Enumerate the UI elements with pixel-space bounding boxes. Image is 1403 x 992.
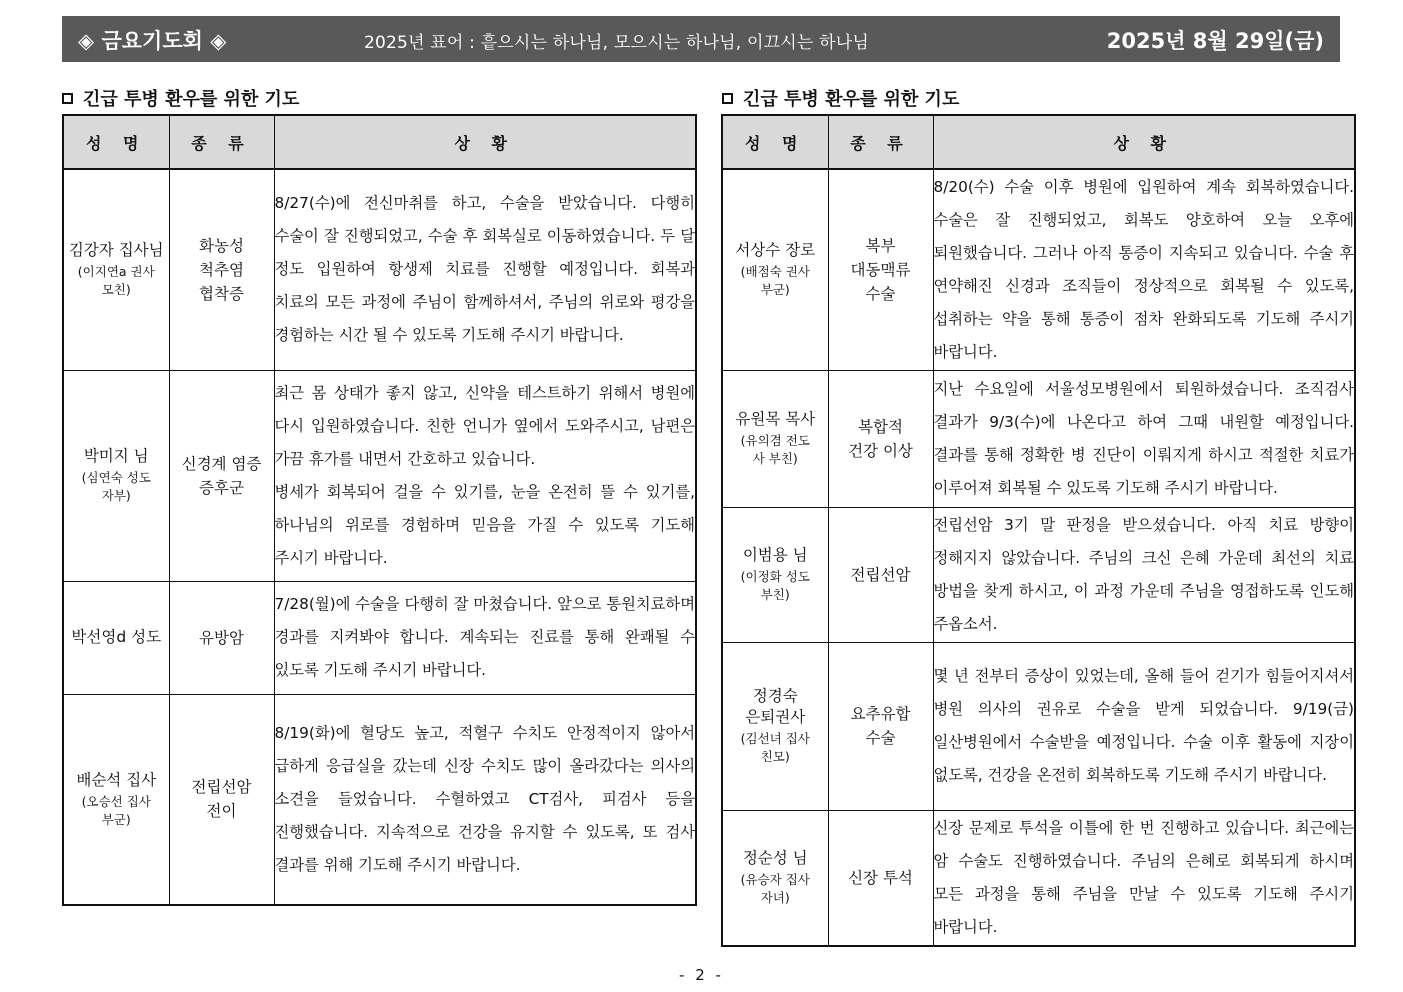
illness-type xyxy=(828,642,933,810)
situation-text: 8/20(수) 수술 이후 병원에 입원하여 계속 회복하였습니다. 수술은 잘 진행되었고, 회복도 양호하여 오늘 오후에 퇴원했습니다. 그러나 아직 통증이 지속되고 있습니다. 수술 후 연약해진 신경과 조직들이 정상적으로 회복될 수 있도록, 섭취하는 약을 통해 통증이 점차 완화되도록 기도해 주시기 바랍니다. xyxy=(933,177,1354,361)
patient-name-cell xyxy=(63,169,169,370)
left-section-title-text: 긴급 투병 환우를 위한 기도 xyxy=(83,89,300,110)
situation-text: 신장 문제로 투석을 이틀에 한 번 진행하고 있습니다. 최근에는 암 수술도 진행하였습니다. 주님의 은혜로 회복되게 하시며 모든 과정을 통해 주님을 만날 수 있도록 기도해 주시기 바랍니다. xyxy=(933,818,1354,936)
illness-type-text: 전립선암 전이 xyxy=(191,778,252,821)
situation-text: 7/28(월)에 수술을 다행히 잘 마쳤습니다. 앞으로 통원치료하며 경과를 지켜봐야 합니다. 계속되는 진료를 통해 완쾌될 수 있도록 기도해 주시기 바랍니다. xyxy=(274,595,695,679)
right-prayer-table xyxy=(721,114,1356,947)
situation-text: 지난 수요일에 서울성모병원에서 퇴원하셨습니다. 조직검사 결과가 9/3(수)에 나온다고 하여 그때 내원할 예정입니다. 결과를 통해 정확한 병 진단이 이뤄지게 하시고 적절한 치료가 이루어져 회복될 수 있도록 기도해 주시기 바랍니다. xyxy=(933,379,1354,497)
patient-name: 배순석 집사 xyxy=(76,770,157,789)
right-section-title xyxy=(722,85,959,111)
checkbox-square-icon xyxy=(722,93,733,104)
illness-type-text: 복부 대동맥류 수술 xyxy=(850,236,911,303)
situation-cell xyxy=(933,507,1355,642)
table-header-row xyxy=(722,115,1355,169)
patient-name-cell xyxy=(63,694,169,905)
left-section-title xyxy=(62,85,299,111)
table-header-row xyxy=(63,115,696,169)
patient-name: 정순성 님 xyxy=(742,849,808,868)
patient-relation: (오승선 집사 부군) xyxy=(81,793,151,827)
situation-text-2: 병세가 회복되어 걸을 수 있기를, 눈을 온전히 뜰 수 있기를, 하나님의 위로를 경험하며 믿음을 가질 수 있도록 기도해 주시기 바랍니다. xyxy=(274,482,695,567)
situation-cell xyxy=(274,370,696,581)
illness-type-text: 신경계 염증 증후군 xyxy=(181,454,262,497)
patient-relation: (김선녀 집사 친모) xyxy=(740,731,810,764)
illness-type-text: 요추유합 수술 xyxy=(850,705,911,747)
patient-name-cell xyxy=(722,370,828,507)
meeting-title: ◈ 금요기도회 ◈ xyxy=(78,29,227,53)
patient-relation: (유승자 집사 자녀) xyxy=(740,872,810,906)
illness-type xyxy=(828,810,933,946)
right-section-title-text: 긴급 투병 환우를 위한 기도 xyxy=(743,89,960,110)
table-row xyxy=(63,169,696,370)
illness-type-text: 전립선암 xyxy=(850,565,911,584)
patient-name-cell xyxy=(722,169,828,370)
illness-type xyxy=(828,507,933,642)
situation-cell xyxy=(274,694,696,905)
column-header-situation: 상 황 xyxy=(933,115,1355,169)
left-prayer-table xyxy=(62,114,697,906)
illness-type xyxy=(169,581,274,694)
situation-text: 8/27(수)에 전신마취를 하고, 수술을 받았습니다. 다행히 수술이 잘 진행되었고, 수술 후 회복실로 이동하였습니다. 두 달 정도 입원하여 항생제 치료를 진행할 예정입니다. 회복과 치료의 모든 과정에 주님이 함께하셔서, 주님의 위로와 평강을 경험하는 시간 될 수 있도록 기도해 주시기 바랍니다. xyxy=(274,194,695,345)
situation-cell xyxy=(274,169,696,370)
patient-name: 정경숙 은퇴권사 xyxy=(745,687,806,726)
table-row xyxy=(722,507,1355,642)
column-header-type: 종 류 xyxy=(169,115,274,169)
checkbox-square-icon xyxy=(62,93,73,104)
table-row xyxy=(722,642,1355,810)
column-header-name: 성 명 xyxy=(722,115,828,169)
patient-relation: (이지연a 권사 모친) xyxy=(77,264,155,298)
illness-type xyxy=(828,169,933,370)
patient-name-cell xyxy=(722,810,828,946)
situation-text: 최근 몸 상태가 좋지 않고, 신약을 테스트하기 위해서 병원에 다시 입원하였습니다. 친한 언니가 옆에서 도와주시고, 남편은 가끔 휴가를 내면서 간호하고 있습니다. xyxy=(274,383,695,468)
patient-name: 이범용 님 xyxy=(742,546,808,564)
situation-text: 몇 년 전부터 증상이 있었는데, 올해 들어 걷기가 힘들어지셔서 병원 의사의 권유로 수술을 받게 되었습니다. 9/19(금) 일산병원에서 수술받을 예정입니다. 수술 이후 활동에 지장이 없도록, 건강을 온전히 회복하도록 기도해 주시기 바랍니다. xyxy=(933,667,1354,784)
column-header-situation: 상 황 xyxy=(274,115,696,169)
illness-type-text: 신장 투석 xyxy=(848,868,913,887)
column-header-type: 종 류 xyxy=(828,115,933,169)
table-row xyxy=(722,810,1355,946)
illness-type xyxy=(169,169,274,370)
illness-type-text: 화농성 척추염 협착증 xyxy=(199,236,244,303)
illness-type-text: 유방암 xyxy=(199,628,244,647)
illness-type-text: 복합적 건강 이상 xyxy=(848,417,913,460)
patient-name: 박선영d 성도 xyxy=(71,628,162,646)
patient-relation: (이정화 성도 부친) xyxy=(740,569,810,602)
patient-name-cell xyxy=(63,581,169,694)
patient-name: 김강자 집사님 xyxy=(68,241,164,260)
patient-name-cell xyxy=(63,370,169,581)
table-row xyxy=(63,581,696,694)
column-header-name: 성 명 xyxy=(63,115,169,169)
patient-name: 박미지 님 xyxy=(83,447,149,465)
situation-text: 8/19(화)에 혈당도 높고, 적혈구 수치도 안정적이지 않아서 급하게 응급실을 갔는데 신장 수치도 많이 올라갔다는 의사의 소견을 들었습니다. 수혈하였고 CT검사, 피검사 등을 진행했습니다. 지속적으로 건강을 유지할 수 있도록, 또 검사 결과를 위해 기도해 주시기 바랍니다. xyxy=(274,723,695,874)
patient-relation: (유의겸 전도사 부친) xyxy=(740,433,810,466)
table-row xyxy=(63,370,696,581)
patient-name: 유원목 목사 xyxy=(735,410,816,428)
illness-type xyxy=(169,694,274,905)
table-row xyxy=(63,694,696,905)
page-number: - 2 - xyxy=(679,966,724,984)
table-row xyxy=(722,169,1355,370)
situation-cell xyxy=(933,370,1355,507)
table-row xyxy=(722,370,1355,507)
situation-cell xyxy=(933,810,1355,946)
header-banner xyxy=(62,16,1340,62)
situation-text: 전립선암 3기 말 판정을 받으셨습니다. 아직 치료 방향이 정해지지 않았습니다. 주님의 크신 은혜 가운데 최선의 치료 방법을 찾게 하시고, 이 과정 가운데 주님을 영접하도록 인도해 주옵소서. xyxy=(933,515,1354,633)
situation-cell xyxy=(274,581,696,694)
illness-type xyxy=(169,370,274,581)
patient-name-cell xyxy=(722,507,828,642)
patient-name-cell xyxy=(722,642,828,810)
illness-type xyxy=(828,370,933,507)
patient-name: 서상수 장로 xyxy=(735,241,816,260)
patient-relation: (배점숙 권사 부군) xyxy=(740,264,810,298)
patient-relation: (심연숙 성도 자부) xyxy=(81,470,151,503)
situation-cell xyxy=(933,642,1355,810)
situation-cell xyxy=(933,169,1355,370)
year-motto: 2025년 표어 : 흩으시는 하나님, 모으시는 하나님, 이끄시는 하나님 xyxy=(364,33,869,53)
meeting-date: 2025년 8월 29일(금) xyxy=(1106,29,1324,53)
